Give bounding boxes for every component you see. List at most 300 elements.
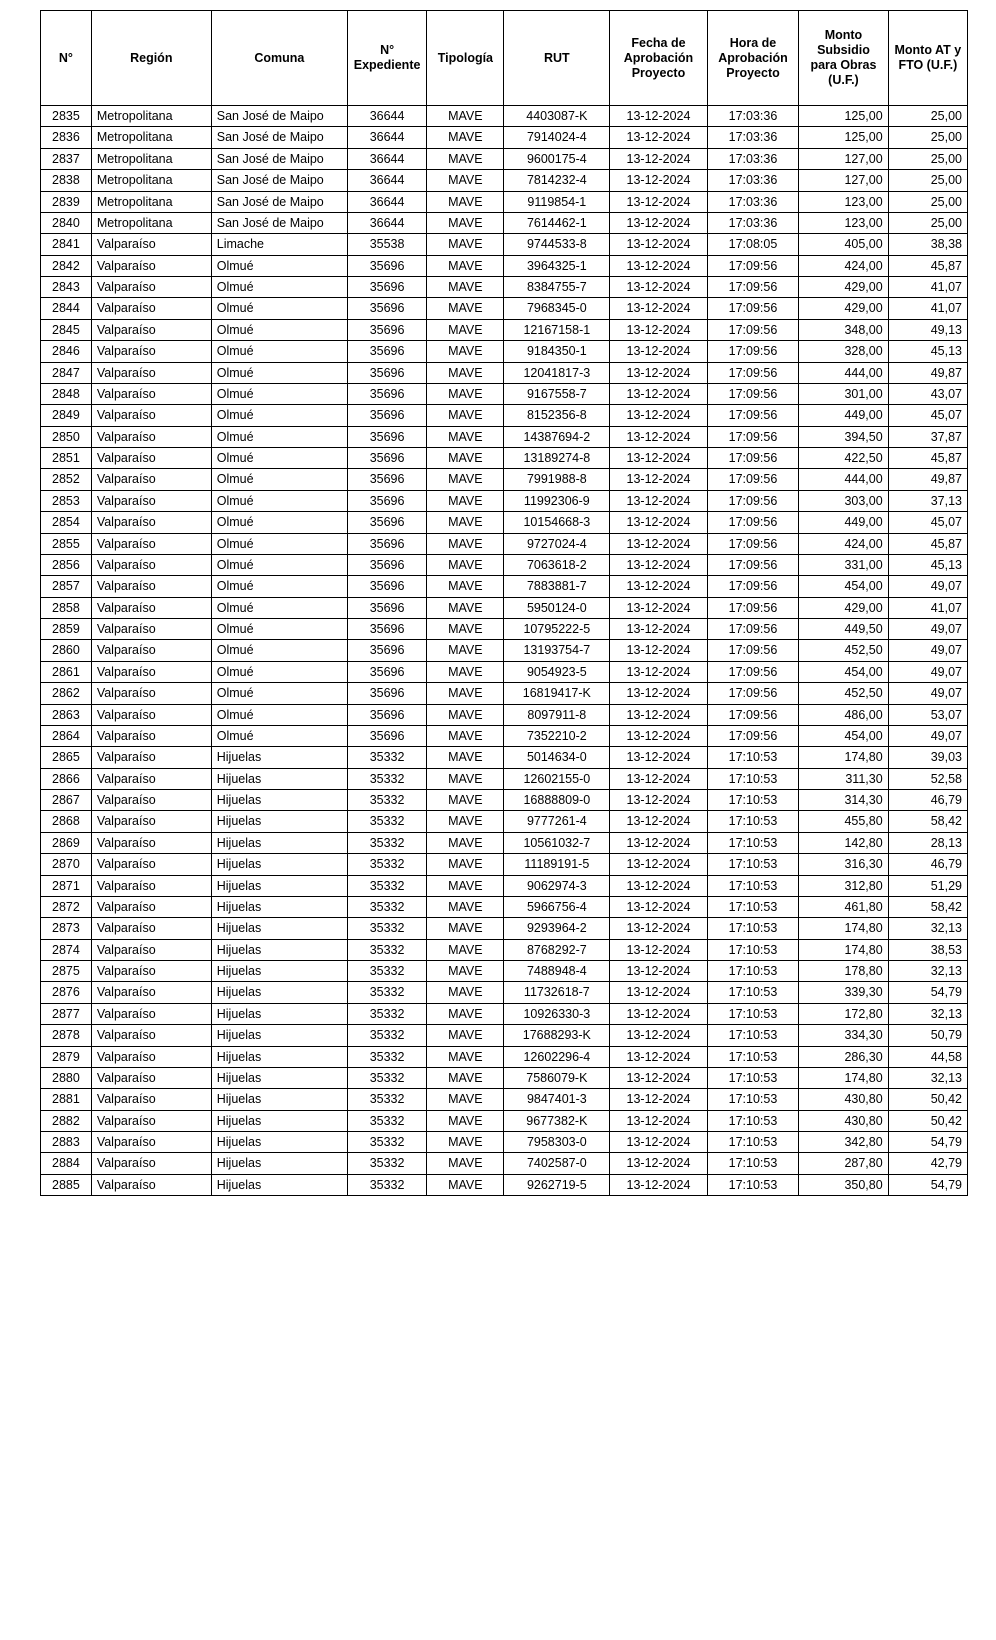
table-cell: 35696 — [347, 298, 426, 319]
table-cell: 17:10:53 — [707, 747, 798, 768]
table-row — [41, 212, 968, 233]
table-cell: MAVE — [427, 490, 504, 511]
table-cell: 8768292-7 — [504, 939, 610, 960]
table-cell: Valparaíso — [91, 298, 211, 319]
table-cell: 13-12-2024 — [610, 811, 708, 832]
table-cell: 2869 — [41, 832, 92, 853]
table-cell: 25,00 — [888, 170, 967, 191]
table-cell: 449,00 — [799, 405, 888, 426]
column-header-comuna: Comuna — [211, 11, 347, 106]
table-cell: 49,07 — [888, 725, 967, 746]
table-row — [41, 1153, 968, 1174]
table-cell: 7968345-0 — [504, 298, 610, 319]
table-cell: 13-12-2024 — [610, 1110, 708, 1131]
table-cell: Valparaíso — [91, 619, 211, 640]
table-cell: Olmué — [211, 725, 347, 746]
table-cell: 13-12-2024 — [610, 704, 708, 725]
table-cell: 7352210-2 — [504, 725, 610, 746]
table-cell: Metropolitana — [91, 106, 211, 127]
table-cell: 486,00 — [799, 704, 888, 725]
table-cell: 331,00 — [799, 554, 888, 575]
table-cell: Valparaíso — [91, 512, 211, 533]
table-row — [41, 896, 968, 917]
table-cell: Olmué — [211, 533, 347, 554]
table-cell: 9054923-5 — [504, 661, 610, 682]
table-row — [41, 341, 968, 362]
table-cell: MAVE — [427, 811, 504, 832]
table-cell: 17:09:56 — [707, 319, 798, 340]
table-cell: San José de Maipo — [211, 191, 347, 212]
table-cell: Hijuelas — [211, 939, 347, 960]
table-cell: 46,79 — [888, 854, 967, 875]
table-cell: 17:10:53 — [707, 768, 798, 789]
table-cell: 17:10:53 — [707, 854, 798, 875]
table-cell: MAVE — [427, 939, 504, 960]
table-cell: Hijuelas — [211, 747, 347, 768]
table-cell: 444,00 — [799, 469, 888, 490]
table-cell: MAVE — [427, 854, 504, 875]
table-cell: 301,00 — [799, 383, 888, 404]
table-cell: Hijuelas — [211, 832, 347, 853]
table-cell: 51,29 — [888, 875, 967, 896]
table-cell: MAVE — [427, 1174, 504, 1195]
table-cell: 2848 — [41, 383, 92, 404]
table-cell: 405,00 — [799, 234, 888, 255]
table-cell: 2855 — [41, 533, 92, 554]
table-cell: 58,42 — [888, 811, 967, 832]
table-cell: 17:03:36 — [707, 148, 798, 169]
table-row — [41, 405, 968, 426]
table-cell: 348,00 — [799, 319, 888, 340]
table-row — [41, 127, 968, 148]
table-cell: 424,00 — [799, 533, 888, 554]
table-cell: Valparaíso — [91, 383, 211, 404]
table-row — [41, 170, 968, 191]
table-cell: 13-12-2024 — [610, 512, 708, 533]
table-cell: 17:03:36 — [707, 127, 798, 148]
table-cell: Metropolitana — [91, 191, 211, 212]
table-cell: Olmué — [211, 448, 347, 469]
table-cell: San José de Maipo — [211, 127, 347, 148]
table-row — [41, 619, 968, 640]
table-cell: 35332 — [347, 982, 426, 1003]
table-cell: 461,80 — [799, 896, 888, 917]
table-cell: MAVE — [427, 170, 504, 191]
table-cell: MAVE — [427, 1132, 504, 1153]
table-cell: 38,38 — [888, 234, 967, 255]
table-cell: 7063618-2 — [504, 554, 610, 575]
table-cell: 35538 — [347, 234, 426, 255]
table-cell: 172,80 — [799, 1003, 888, 1024]
table-cell: 17:10:53 — [707, 832, 798, 853]
table-cell: 17:09:56 — [707, 554, 798, 575]
table-cell: 142,80 — [799, 832, 888, 853]
table-cell: Olmué — [211, 383, 347, 404]
table-cell: 17:10:53 — [707, 811, 798, 832]
table-cell: 17:10:53 — [707, 1003, 798, 1024]
table-cell: Hijuelas — [211, 982, 347, 1003]
table-cell: 17:10:53 — [707, 896, 798, 917]
table-cell: 17:10:53 — [707, 1153, 798, 1174]
table-cell: 35696 — [347, 597, 426, 618]
table-cell: 2878 — [41, 1025, 92, 1046]
table-cell: 17:10:53 — [707, 1110, 798, 1131]
table-cell: 36644 — [347, 106, 426, 127]
table-row — [41, 1046, 968, 1067]
table-cell: Hijuelas — [211, 1046, 347, 1067]
table-cell: 35696 — [347, 362, 426, 383]
table-cell: 32,13 — [888, 918, 967, 939]
table-cell: 45,13 — [888, 554, 967, 575]
table-cell: MAVE — [427, 896, 504, 917]
table-cell: 13-12-2024 — [610, 1067, 708, 1088]
table-cell: 35696 — [347, 576, 426, 597]
table-cell: MAVE — [427, 533, 504, 554]
table-cell: 17:10:53 — [707, 1132, 798, 1153]
table-row — [41, 768, 968, 789]
table-cell: 45,87 — [888, 255, 967, 276]
table-cell: 35332 — [347, 1174, 426, 1195]
table-cell: Valparaíso — [91, 1174, 211, 1195]
table-cell: 35696 — [347, 383, 426, 404]
table-cell: Valparaíso — [91, 319, 211, 340]
table-cell: 45,87 — [888, 533, 967, 554]
table-cell: 178,80 — [799, 961, 888, 982]
table-cell: 2872 — [41, 896, 92, 917]
table-cell: 350,80 — [799, 1174, 888, 1195]
table-cell: 7991988-8 — [504, 469, 610, 490]
table-cell: 35332 — [347, 1110, 426, 1131]
table-cell: Valparaíso — [91, 939, 211, 960]
table-row — [41, 982, 968, 1003]
table-cell: Olmué — [211, 576, 347, 597]
table-cell: 17:09:56 — [707, 383, 798, 404]
table-cell: 174,80 — [799, 747, 888, 768]
table-cell: 14387694-2 — [504, 426, 610, 447]
table-cell: 17:09:56 — [707, 277, 798, 298]
table-cell: 17:09:56 — [707, 405, 798, 426]
table-cell: Olmué — [211, 362, 347, 383]
table-cell: 342,80 — [799, 1132, 888, 1153]
table-cell: 35696 — [347, 341, 426, 362]
table-cell: 328,00 — [799, 341, 888, 362]
table-row — [41, 640, 968, 661]
table-cell: 9847401-3 — [504, 1089, 610, 1110]
table-cell: 36644 — [347, 212, 426, 233]
table-cell: 17:09:56 — [707, 512, 798, 533]
table-cell: Valparaíso — [91, 533, 211, 554]
column-header-region: Región — [91, 11, 211, 106]
table-row — [41, 191, 968, 212]
table-cell: San José de Maipo — [211, 106, 347, 127]
table-cell: 35332 — [347, 1046, 426, 1067]
table-cell: 52,58 — [888, 768, 967, 789]
table-cell: 2863 — [41, 704, 92, 725]
table-cell: 32,13 — [888, 1003, 967, 1024]
table-row — [41, 512, 968, 533]
table-cell: 12167158-1 — [504, 319, 610, 340]
table-cell: 53,07 — [888, 704, 967, 725]
table-cell: 8097911-8 — [504, 704, 610, 725]
table-cell: 2879 — [41, 1046, 92, 1067]
table-cell: 429,00 — [799, 277, 888, 298]
table-cell: 45,07 — [888, 512, 967, 533]
table-cell: 46,79 — [888, 790, 967, 811]
table-cell: 2858 — [41, 597, 92, 618]
table-cell: 13-12-2024 — [610, 576, 708, 597]
table-cell: Valparaíso — [91, 1003, 211, 1024]
table-cell: 25,00 — [888, 191, 967, 212]
table-cell: Valparaíso — [91, 469, 211, 490]
table-cell: MAVE — [427, 127, 504, 148]
table-cell: 13-12-2024 — [610, 277, 708, 298]
table-cell: 174,80 — [799, 1067, 888, 1088]
table-cell: 17:09:56 — [707, 576, 798, 597]
table-cell: 13-12-2024 — [610, 1089, 708, 1110]
table-cell: 17:09:56 — [707, 640, 798, 661]
table-cell: 45,87 — [888, 448, 967, 469]
table-cell: 17:09:56 — [707, 469, 798, 490]
table-cell: 12041817-3 — [504, 362, 610, 383]
table-cell: 17:09:56 — [707, 619, 798, 640]
table-cell: 17:09:56 — [707, 448, 798, 469]
table-cell: 13193754-7 — [504, 640, 610, 661]
table-cell: 17:10:53 — [707, 1174, 798, 1195]
table-cell: 44,58 — [888, 1046, 967, 1067]
table-cell: 8384755-7 — [504, 277, 610, 298]
table-cell: 35696 — [347, 405, 426, 426]
table-cell: 35332 — [347, 768, 426, 789]
table-row — [41, 576, 968, 597]
table-cell: 2861 — [41, 661, 92, 682]
table-cell: MAVE — [427, 255, 504, 276]
table-cell: 2873 — [41, 918, 92, 939]
table-cell: 5014634-0 — [504, 747, 610, 768]
table-row — [41, 918, 968, 939]
table-row — [41, 832, 968, 853]
table-cell: 13-12-2024 — [610, 405, 708, 426]
table-cell: Hijuelas — [211, 961, 347, 982]
table-cell: 35696 — [347, 512, 426, 533]
table-cell: 49,07 — [888, 683, 967, 704]
table-cell: 429,00 — [799, 597, 888, 618]
table-cell: 7402587-0 — [504, 1153, 610, 1174]
table-row — [41, 490, 968, 511]
table-row — [41, 319, 968, 340]
table-cell: 13-12-2024 — [610, 106, 708, 127]
table-cell: 7814232-4 — [504, 170, 610, 191]
table-cell: 2835 — [41, 106, 92, 127]
table-cell: Olmué — [211, 426, 347, 447]
table-row — [41, 597, 968, 618]
table-cell: 339,30 — [799, 982, 888, 1003]
table-cell: 314,30 — [799, 790, 888, 811]
table-cell: Valparaíso — [91, 576, 211, 597]
table-cell: MAVE — [427, 277, 504, 298]
table-cell: Valparaíso — [91, 490, 211, 511]
table-cell: 36644 — [347, 170, 426, 191]
table-cell: 455,80 — [799, 811, 888, 832]
table-cell: 13-12-2024 — [610, 383, 708, 404]
table-cell: 17:09:56 — [707, 661, 798, 682]
table-cell: 13-12-2024 — [610, 1174, 708, 1195]
table-cell: MAVE — [427, 1089, 504, 1110]
table-cell: Metropolitana — [91, 170, 211, 191]
table-cell: 49,87 — [888, 362, 967, 383]
table-cell: Hijuelas — [211, 768, 347, 789]
column-header-monto-subsidio: Monto Subsidio para Obras (U.F.) — [799, 11, 888, 106]
table-cell: 2865 — [41, 747, 92, 768]
table-cell: 17:08:05 — [707, 234, 798, 255]
table-row — [41, 426, 968, 447]
table-cell: Valparaíso — [91, 811, 211, 832]
table-cell: MAVE — [427, 148, 504, 169]
table-cell: 17:10:53 — [707, 1067, 798, 1088]
table-cell: 2842 — [41, 255, 92, 276]
table-cell: 125,00 — [799, 127, 888, 148]
table-cell: 7958303-0 — [504, 1132, 610, 1153]
table-cell: MAVE — [427, 576, 504, 597]
table-row — [41, 661, 968, 682]
table-cell: 5966756-4 — [504, 896, 610, 917]
table-cell: 13-12-2024 — [610, 1046, 708, 1067]
table-cell: 13-12-2024 — [610, 234, 708, 255]
table-cell: 13-12-2024 — [610, 597, 708, 618]
table-cell: Olmué — [211, 640, 347, 661]
table-cell: 2839 — [41, 191, 92, 212]
table-row — [41, 1089, 968, 1110]
table-cell: 37,13 — [888, 490, 967, 511]
table-cell: 429,00 — [799, 298, 888, 319]
table-cell: 2853 — [41, 490, 92, 511]
table-cell: MAVE — [427, 106, 504, 127]
table-cell: 35332 — [347, 939, 426, 960]
table-cell: 54,79 — [888, 1132, 967, 1153]
table-cell: Metropolitana — [91, 127, 211, 148]
table-cell: 13-12-2024 — [610, 896, 708, 917]
table-cell: 2856 — [41, 554, 92, 575]
table-cell: 49,87 — [888, 469, 967, 490]
table-cell: 17:03:36 — [707, 191, 798, 212]
table-cell: 17:09:56 — [707, 362, 798, 383]
table-cell: 2854 — [41, 512, 92, 533]
table-cell: 9262719-5 — [504, 1174, 610, 1195]
table-cell: 13-12-2024 — [610, 490, 708, 511]
table-cell: Valparaíso — [91, 1089, 211, 1110]
table-cell: Hijuelas — [211, 1067, 347, 1088]
table-cell: Valparaíso — [91, 704, 211, 725]
table-row — [41, 106, 968, 127]
table-cell: 10926330-3 — [504, 1003, 610, 1024]
table-cell: 454,00 — [799, 576, 888, 597]
table-cell: Hijuelas — [211, 854, 347, 875]
table-cell: 303,00 — [799, 490, 888, 511]
table-cell: San José de Maipo — [211, 170, 347, 191]
table-cell: 7586079-K — [504, 1067, 610, 1088]
table-header — [41, 11, 968, 106]
table-header-row — [41, 11, 968, 106]
table-cell: 25,00 — [888, 148, 967, 169]
table-cell: Olmué — [211, 277, 347, 298]
table-cell: 35696 — [347, 426, 426, 447]
table-cell: Olmué — [211, 469, 347, 490]
table-cell: Olmué — [211, 319, 347, 340]
table-cell: 2852 — [41, 469, 92, 490]
table-row — [41, 854, 968, 875]
column-header-expediente: N° Expediente — [347, 11, 426, 106]
table-cell: 2843 — [41, 277, 92, 298]
table-cell: 17:10:53 — [707, 875, 798, 896]
table-cell: 13-12-2024 — [610, 469, 708, 490]
table-cell: 49,07 — [888, 619, 967, 640]
table-cell: 35696 — [347, 255, 426, 276]
table-cell: 11189191-5 — [504, 854, 610, 875]
table-cell: 37,87 — [888, 426, 967, 447]
table-cell: 35696 — [347, 533, 426, 554]
table-cell: 13-12-2024 — [610, 683, 708, 704]
table-cell: 2871 — [41, 875, 92, 896]
table-cell: 13-12-2024 — [610, 661, 708, 682]
table-cell: 13-12-2024 — [610, 725, 708, 746]
table-cell: MAVE — [427, 725, 504, 746]
table-cell: 25,00 — [888, 106, 967, 127]
table-cell: 38,53 — [888, 939, 967, 960]
table-cell: Valparaíso — [91, 875, 211, 896]
table-cell: 35696 — [347, 490, 426, 511]
table-row — [41, 725, 968, 746]
table-cell: 41,07 — [888, 277, 967, 298]
table-cell: 54,79 — [888, 982, 967, 1003]
table-cell: MAVE — [427, 426, 504, 447]
table-cell: 35332 — [347, 747, 426, 768]
table-row — [41, 448, 968, 469]
table-cell: MAVE — [427, 918, 504, 939]
table-cell: 2870 — [41, 854, 92, 875]
table-cell: 25,00 — [888, 127, 967, 148]
table-cell: Olmué — [211, 619, 347, 640]
table-cell: 9777261-4 — [504, 811, 610, 832]
table-cell: 430,80 — [799, 1110, 888, 1131]
table-cell: 43,07 — [888, 383, 967, 404]
table-cell: 9167558-7 — [504, 383, 610, 404]
table-cell: 9184350-1 — [504, 341, 610, 362]
table-cell: Valparaíso — [91, 854, 211, 875]
table-cell: 32,13 — [888, 961, 967, 982]
table-cell: 42,79 — [888, 1153, 967, 1174]
table-cell: 123,00 — [799, 212, 888, 233]
table-cell: MAVE — [427, 362, 504, 383]
table-cell: 2840 — [41, 212, 92, 233]
table-cell: 2838 — [41, 170, 92, 191]
table-body — [41, 106, 968, 1196]
table-cell: 45,07 — [888, 405, 967, 426]
table-cell: MAVE — [427, 319, 504, 340]
table-cell: 4403087-K — [504, 106, 610, 127]
column-header-rut: RUT — [504, 11, 610, 106]
table-cell: 2884 — [41, 1153, 92, 1174]
table-cell: Hijuelas — [211, 875, 347, 896]
table-cell: 35332 — [347, 875, 426, 896]
table-cell: Valparaíso — [91, 982, 211, 1003]
table-cell: 35332 — [347, 811, 426, 832]
table-cell: 2874 — [41, 939, 92, 960]
table-cell: 7488948-4 — [504, 961, 610, 982]
table-cell: 2864 — [41, 725, 92, 746]
table-row — [41, 533, 968, 554]
table-cell: 13-12-2024 — [610, 918, 708, 939]
table-cell: 35332 — [347, 896, 426, 917]
table-cell: 334,30 — [799, 1025, 888, 1046]
